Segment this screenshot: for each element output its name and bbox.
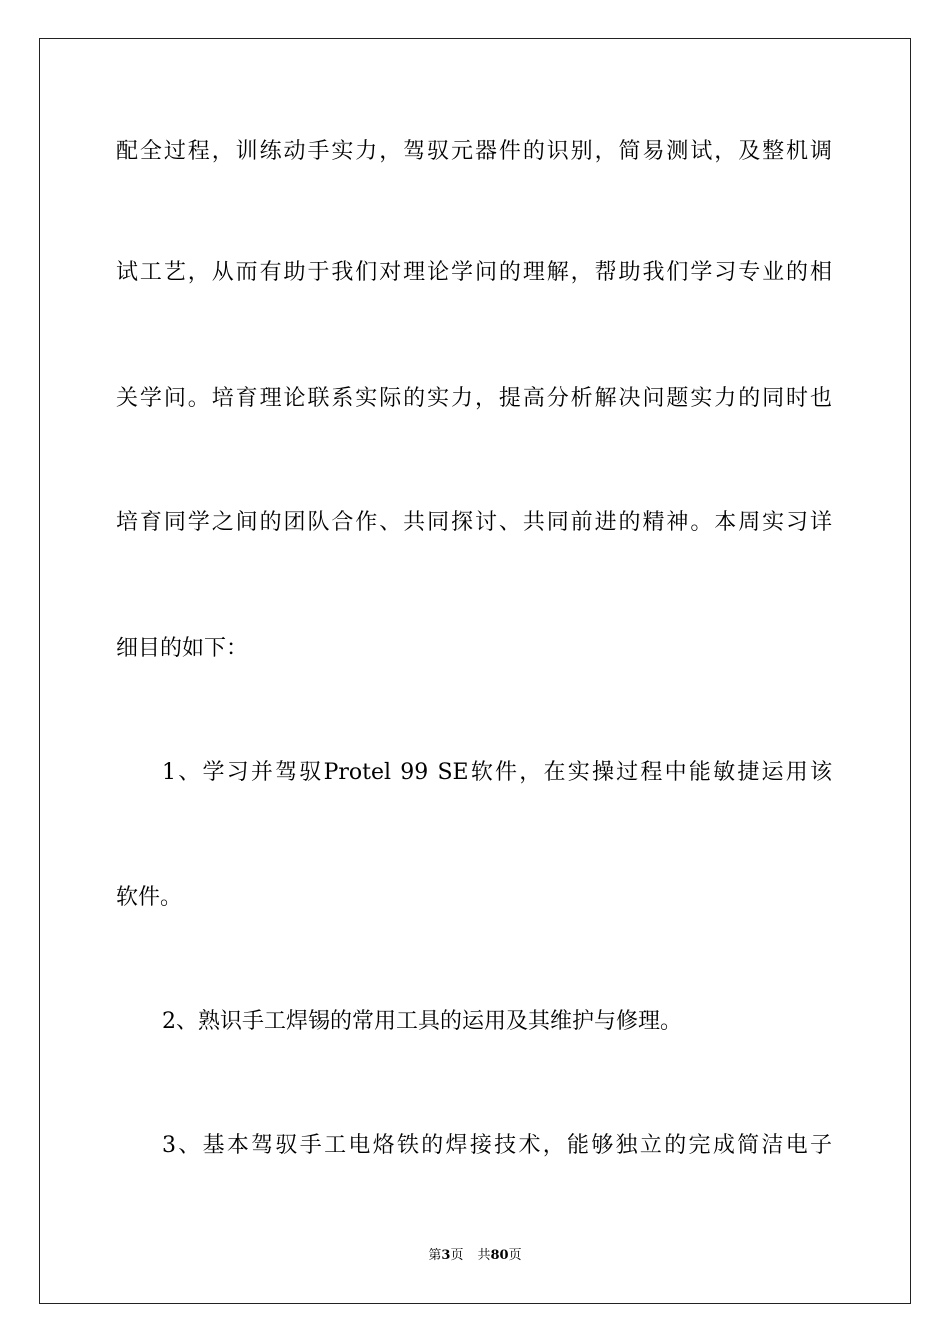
page-footer bbox=[0, 1247, 950, 1265]
list-item-line: 软件。 bbox=[116, 885, 183, 910]
list-item-line: 3、基本驾驭手工电烙铁的焊接技术，能够独立的完成简洁电子 bbox=[162, 1133, 832, 1158]
page-suffix: 页 bbox=[450, 1248, 464, 1263]
total-suffix: 页 bbox=[508, 1248, 522, 1263]
list-item-line: 2、熟识手工焊锡的常用工具的运用及其维护与修理。 bbox=[162, 1009, 682, 1034]
page-border bbox=[39, 38, 911, 1304]
paragraph-line: 试工艺，从而有助于我们对理论学问的理解，帮助我们学习专业的相 bbox=[116, 260, 832, 285]
paragraph-line: 配全过程，训练动手实力，驾驭元器件的识别，简易测试，及整机调 bbox=[116, 139, 832, 164]
paragraph-line: 关学问。培育理论联系实际的实力，提高分析解决问题实力的同时也 bbox=[116, 386, 832, 411]
paragraph-line: 培育同学之间的团队合作、共同探讨、共同前进的精神。本周实习详 bbox=[116, 510, 832, 535]
page-number: 3 bbox=[441, 1248, 451, 1263]
page-prefix: 第 bbox=[428, 1248, 442, 1263]
total-prefix: 共 bbox=[477, 1248, 491, 1263]
total-pages: 80 bbox=[490, 1248, 509, 1263]
paragraph-line: 细目的如下： bbox=[116, 636, 249, 661]
list-item-line: 1、学习并驾驭Protel 99 SE软件，在实操过程中能敏捷运用该 bbox=[162, 760, 832, 785]
